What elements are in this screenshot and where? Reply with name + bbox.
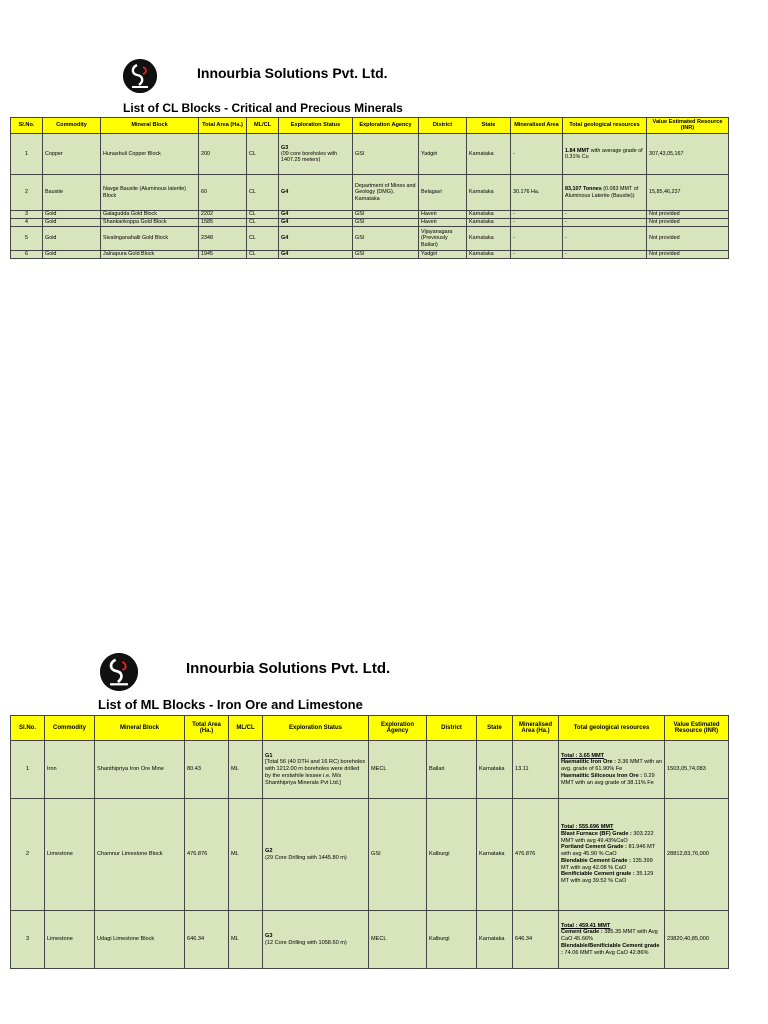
status-note: (09 core boreholes with 1407.25 meters) [281, 150, 338, 164]
agency-cell: GSI [353, 251, 419, 259]
district-cell: Yadgiri [419, 251, 467, 259]
agency-cell: MECL [369, 741, 427, 799]
resources-cell [563, 134, 647, 175]
table-title: List of ML Blocks - Iron Ore and Limestone [98, 697, 363, 712]
commodity-cell: Gold [43, 211, 101, 219]
exploration-status-cell [279, 175, 353, 211]
exploration-status-cell: G4 [279, 219, 353, 227]
resource-amount: 83,107 Tonnes [565, 186, 602, 193]
ml-cl-cell: CL [247, 211, 279, 219]
status-note: [Total 56 (40 DTH and 16 RC) boreholes with 1212.00 m boreholes were drilled by the erstwhile lessee i.e. M/s Shanthipriya Minerals Pvt Ltd.] [265, 759, 366, 786]
commodity-cell: Iron [45, 741, 95, 799]
ml-cl-cell: CL [247, 175, 279, 211]
district-cell: Kalburgi [427, 911, 477, 969]
agency-cell: GSI [353, 211, 419, 219]
mineral-block-cell: Hunashuli Copper Block [101, 134, 199, 175]
sl-no-cell: 5 [11, 227, 43, 251]
company-name: Innourbia Solutions Pvt. Ltd. [186, 660, 391, 677]
cl-blocks-table [10, 117, 729, 259]
state-cell: Karnataka [477, 799, 513, 911]
table-row [11, 799, 729, 911]
table-row [11, 175, 729, 211]
commodity-cell: Gold [43, 227, 101, 251]
district-cell: Haveri [419, 219, 467, 227]
ml-cl-cell: CL [247, 251, 279, 259]
total-area-cell: 60 [199, 175, 247, 211]
value-cell: 1503,05,74,083 [665, 741, 729, 799]
state-cell: Karnataka [477, 741, 513, 799]
sl-no-cell: 6 [11, 251, 43, 259]
col-header: ML/CL [229, 716, 263, 741]
col-header: State [467, 118, 511, 134]
resources-cell [559, 799, 665, 911]
value-cell: 307,43,05,167 [647, 134, 729, 175]
resources-cell [559, 911, 665, 969]
col-header: Mineral Block [101, 118, 199, 134]
resource-item [561, 929, 662, 942]
col-header: Exploration Status [279, 118, 353, 134]
resource-total: Total : 555.696 MMT [561, 824, 614, 831]
resources-cell [563, 175, 647, 211]
col-header: Sl.No. [11, 716, 45, 741]
state-cell: Karnataka [467, 175, 511, 211]
resources-cell: - [563, 251, 647, 259]
value-cell: Not provided [647, 227, 729, 251]
resource-text: 303.222 MMT with avg 49.43%CaO [561, 831, 654, 844]
resource-text: 35.129 MT with avg 39.52 % CaO [561, 871, 654, 884]
resource-label: Benificiable Cement grade : [561, 871, 635, 878]
sl-no-cell: 1 [11, 741, 45, 799]
state-cell: Karnataka [467, 211, 511, 219]
resource-text: 0.29 MMT with an avg grade of 38.11% Fe [561, 772, 655, 786]
table-row [11, 227, 729, 251]
ml-cl-cell: ML [229, 911, 263, 969]
table-title: List of CL Blocks - Critical and Precious Minerals [123, 101, 403, 115]
col-header: Total geological resources [559, 716, 665, 741]
mineralised-area-cell: - [511, 219, 563, 227]
exploration-status-cell [263, 911, 369, 969]
mineral-block-cell: Shanthipriya Iron Ore Mine [95, 741, 185, 799]
exploration-status-cell: G4 [279, 227, 353, 251]
col-header: Exploration Agency [369, 716, 427, 741]
col-header: District [427, 716, 477, 741]
resource-label: Haematitic Siliceous Iron Ore : [561, 772, 643, 779]
commodity-cell: Limestone [45, 799, 95, 911]
total-area-cell: 646.34 [185, 911, 229, 969]
status-code: G3 [281, 144, 289, 151]
commodity-cell: Gold [43, 251, 101, 259]
logo-mark-icon [123, 59, 157, 93]
value-cell: Not provided [647, 251, 729, 259]
col-header: Mineral Block [95, 716, 185, 741]
value-cell: Not provided [647, 211, 729, 219]
mineralised-area-cell: 13.11 [513, 741, 559, 799]
col-header: Commodity [45, 716, 95, 741]
exploration-status-cell [263, 741, 369, 799]
table-row [11, 911, 729, 969]
district-cell: Vijayanagara (Previously Ballari) [419, 227, 467, 251]
sl-no-cell: 1 [11, 134, 43, 175]
state-cell: Karnataka [467, 134, 511, 175]
status-code: G1 [265, 752, 273, 759]
resources-cell: - [563, 219, 647, 227]
district-cell: Belagavi [419, 175, 467, 211]
resource-item [561, 858, 662, 871]
agency-cell: GSI [353, 219, 419, 227]
agency-cell: Department of Mines and Geology (DMG), Karnataka [353, 175, 419, 211]
value-cell: Not provided [647, 219, 729, 227]
table-header-row [11, 118, 729, 134]
ml-cl-cell: CL [247, 227, 279, 251]
table-row [11, 134, 729, 175]
logo-mark-icon [100, 653, 138, 691]
total-area-cell: 2348 [199, 227, 247, 251]
mineral-block-cell: Jalnapura Gold Block [101, 251, 199, 259]
resources-cell: - [563, 227, 647, 251]
mineralised-area-cell: - [511, 227, 563, 251]
resource-total: Total : 3.65 MMT [561, 752, 605, 759]
sl-no-cell: 3 [11, 211, 43, 219]
commodity-cell: Limestone [45, 911, 95, 969]
mineral-block-cell: Sivalinganahalli Gold Block [101, 227, 199, 251]
ml-cl-cell: CL [247, 219, 279, 227]
ml-cl-cell: CL [247, 134, 279, 175]
resource-item [561, 759, 662, 772]
resource-label: Haematitic Iron Ore : [561, 759, 617, 766]
exploration-status-cell [263, 799, 369, 911]
exploration-status-cell: G4 [279, 251, 353, 259]
district-cell: Kalburgi [427, 799, 477, 911]
table-row [11, 219, 729, 227]
mineralised-area-cell: 30.176 Ha. [511, 175, 563, 211]
col-header: Mineralised Area (Ha.) [513, 716, 559, 741]
resources-cell [559, 741, 665, 799]
col-header: Sl.No. [11, 118, 43, 134]
col-header: Exploration Agency [353, 118, 419, 134]
total-area-cell: 476.876 [185, 799, 229, 911]
table-row [11, 211, 729, 219]
exploration-status-cell [279, 134, 353, 175]
district-cell: Haveri [419, 211, 467, 219]
col-header: State [477, 716, 513, 741]
total-area-cell: 1945 [199, 251, 247, 259]
agency-cell: GSI [369, 799, 427, 911]
table-header-row [11, 716, 729, 741]
resource-item [561, 844, 662, 857]
resources-cell: - [563, 211, 647, 219]
col-header: Exploration Status [263, 716, 369, 741]
mineral-block-cell: Chamnur Limestone Block [95, 799, 185, 911]
table-row [11, 251, 729, 259]
value-cell: 28812,83,76,000 [665, 799, 729, 911]
resource-text: 74.06 MMT with Avg CaO 42.86% [562, 949, 649, 956]
resource-item [561, 831, 662, 844]
status-code: G2 [265, 847, 273, 854]
resource-detail: with average grade of 0.31% Cu [565, 147, 643, 160]
mineralised-area-cell: - [511, 251, 563, 259]
value-cell: 15,85,46,237 [647, 175, 729, 211]
value-cell: 23820,40,85,000 [665, 911, 729, 969]
agency-cell: GSI [353, 227, 419, 251]
total-area-cell: 1585 [199, 219, 247, 227]
mineralised-area-cell: 476.876 [513, 799, 559, 911]
total-area-cell: 80.43 [185, 741, 229, 799]
state-cell: Karnataka [467, 219, 511, 227]
status-note: (29 Core Drilling with 1445.80 m) [265, 854, 347, 861]
resource-item [561, 773, 662, 786]
mineral-block-cell: Galagudda Gold Block [101, 211, 199, 219]
ml-cl-cell: ML [229, 799, 263, 911]
resource-amount: 1.84 MMT [565, 147, 590, 154]
sl-no-cell: 3 [11, 911, 45, 969]
resource-text: 135.399 MT with avg 42.08 % CaO [561, 857, 653, 871]
state-cell: Karnataka [477, 911, 513, 969]
resource-label: Blendable Cement Grade : [561, 857, 631, 864]
col-header: ML/CL [247, 118, 279, 134]
col-header: Total geological resources [563, 118, 647, 134]
company-name: Innourbia Solutions Pvt. Ltd. [197, 65, 388, 81]
col-header: Value Estimated Resource (INR) [665, 716, 729, 741]
table-row [11, 741, 729, 799]
col-header: Value Estimated Resource (INR) [647, 118, 729, 134]
resource-text: 81.946 MT with avg 45.90 % CaO [561, 844, 656, 858]
commodity-cell: Gold [43, 219, 101, 227]
resource-total: Total : 459.41 MMT [561, 922, 611, 929]
col-header: Total Area (Ha.) [199, 118, 247, 134]
mineral-block-cell: Navge Bauxite (Aluminous laterite) Block [101, 175, 199, 211]
agency-cell: GSI [353, 134, 419, 175]
mineralised-area-cell: - [511, 134, 563, 175]
sl-no-cell: 4 [11, 219, 43, 227]
commodity-cell: Copper [43, 134, 101, 175]
resource-text: 385.35 MMT with Avg CaO 45.66% [561, 929, 658, 943]
mineralised-area-cell: 646.34 [513, 911, 559, 969]
total-area-cell: 2202 [199, 211, 247, 219]
resource-text: 3.36 MMT with an avg. grade of 61.90% Fe [561, 759, 662, 773]
district-cell: Yadgiri [419, 134, 467, 175]
resource-label: Blast Furnace (BF) Grade : [561, 831, 632, 838]
resource-label: Blendable/Benificiable Cement grade : [561, 942, 660, 956]
status-note: (12 Core Drilling with 1058.60 m) [265, 939, 347, 946]
total-area-cell: 200 [199, 134, 247, 175]
resource-label: Cement Grade : [561, 929, 603, 936]
resource-item [561, 943, 662, 956]
agency-cell: MECL [369, 911, 427, 969]
mineral-block-cell: Udagi Limestone Block [95, 911, 185, 969]
col-header: Total Area (Ha.) [185, 716, 229, 741]
status-code: G4 [281, 189, 289, 196]
company-logo [123, 59, 157, 93]
commodity-cell: Bauxite [43, 175, 101, 211]
ml-cl-cell: ML [229, 741, 263, 799]
col-header: District [419, 118, 467, 134]
resource-item [561, 871, 662, 884]
sl-no-cell: 2 [11, 799, 45, 911]
resource-label: Portland Cement Grade : [561, 844, 627, 851]
col-header: Mineralised Area [511, 118, 563, 134]
ml-blocks-table [10, 715, 729, 969]
mineral-block-cell: Shankarikoppa Gold Block [101, 219, 199, 227]
col-header: Commodity [43, 118, 101, 134]
state-cell: Karnataka [467, 227, 511, 251]
resource-detail: (0.083 MMT of Aluminous Laterite (Bauxite)) [565, 186, 639, 199]
company-logo [100, 653, 138, 691]
status-code: G3 [265, 932, 273, 939]
state-cell: Karnataka [467, 251, 511, 259]
exploration-status-cell: G4 [279, 211, 353, 219]
sl-no-cell: 2 [11, 175, 43, 211]
district-cell: Ballari [427, 741, 477, 799]
mineralised-area-cell: - [511, 211, 563, 219]
